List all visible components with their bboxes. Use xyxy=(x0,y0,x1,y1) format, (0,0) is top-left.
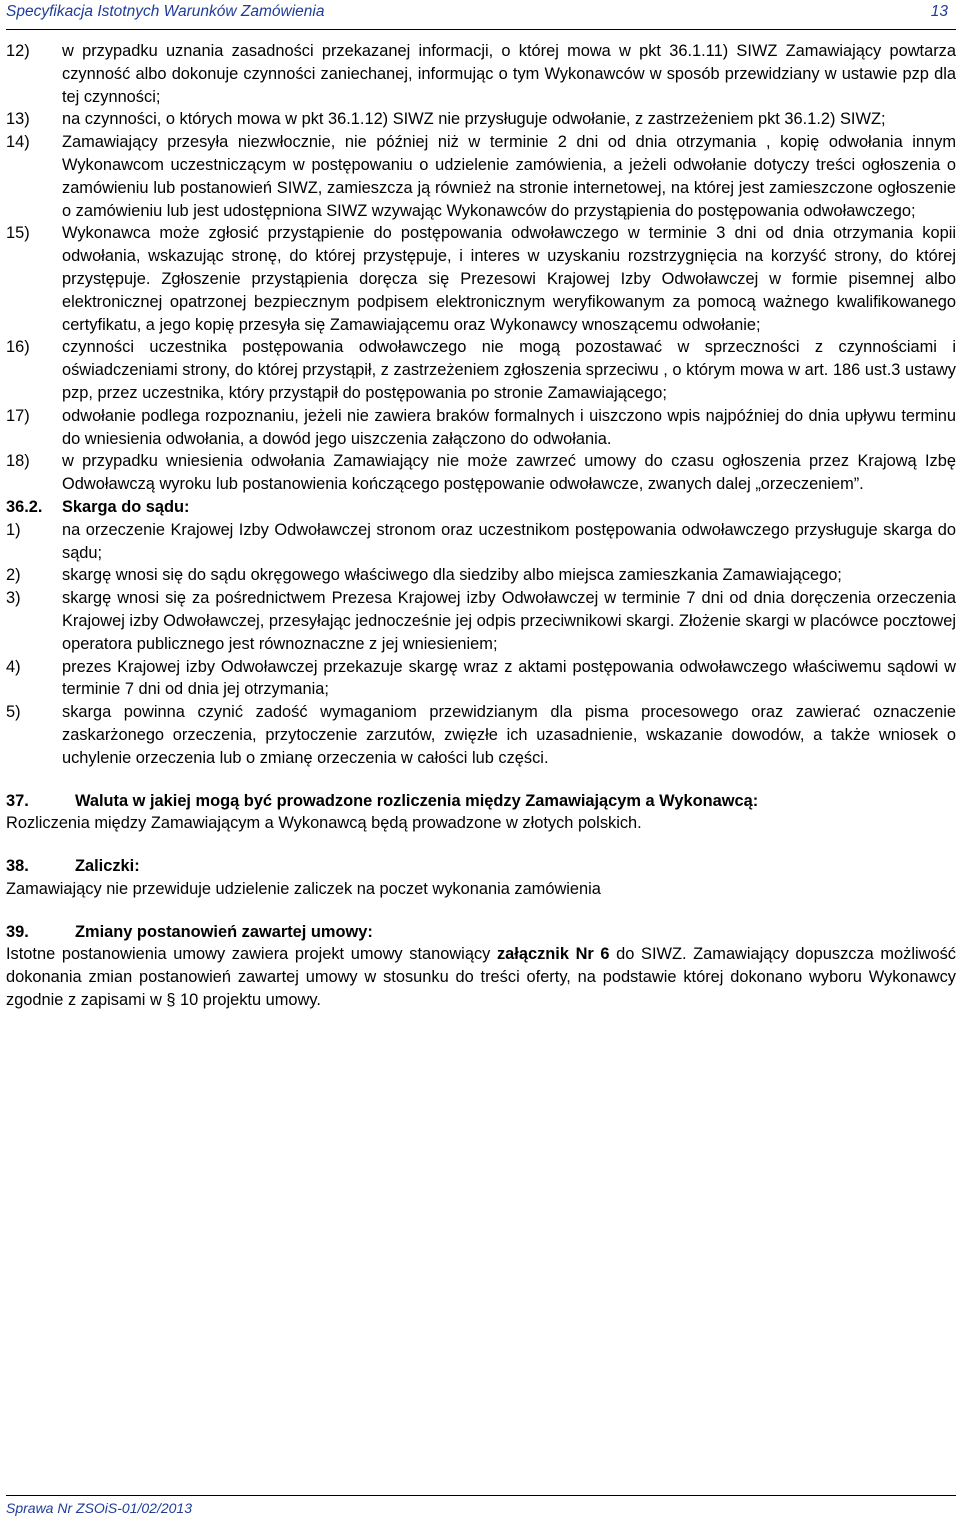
subsection-number: 36.2. xyxy=(6,497,43,516)
section-39-attachment-ref: załącznik Nr 6 xyxy=(496,945,610,964)
section-39-number: 39. xyxy=(6,922,29,941)
list-item xyxy=(6,336,956,404)
list-item-text: odwołanie podlega rozpoznaniu, jeżeli nie zawiera braków formalnych i uiszczono wpis najpóźniej do dnia upływu terminu do wniesienia odwołania, a dowód jego uiszczenia załączono do odwołania. xyxy=(62,406,956,448)
section-37-heading xyxy=(6,790,956,813)
list-36-2 xyxy=(6,519,956,770)
list-item xyxy=(6,587,956,655)
list-item-number: 17) xyxy=(6,406,30,425)
list-36-1-continued xyxy=(6,40,956,496)
list-item-text: w przypadku uznania zasadności przekazanej informacji, o której mowa w pkt 36.1.11) SIWZ Zamawiający powtarza czynność albo dokonuje czynności zaniechanej, informując o tym Wykonawców w sposób przewidziany w ustawie pzp dla tej czynności; xyxy=(62,42,956,106)
list-item-number: 18) xyxy=(6,452,30,471)
list-item-number: 4) xyxy=(6,657,21,676)
section-38-number: 38. xyxy=(6,857,29,876)
list-item-number: 1) xyxy=(6,520,21,539)
list-item xyxy=(6,701,956,769)
section-38-text: Zamawiający nie przewiduje udzielenie zaliczek na poczet wykonania zamówienia xyxy=(6,879,601,898)
list-item xyxy=(6,656,956,702)
list-item xyxy=(6,40,956,108)
list-item-number: 13) xyxy=(6,110,30,129)
section-37-title: Waluta w jakiej mogą być prowadzone rozliczenia między Zamawiającym a Wykonawcą: xyxy=(75,791,759,810)
list-item-text: czynności uczestnika postępowania odwoławczego nie mogą pozostawać w sprzeczności z czynnościami i oświadczeniami strony, do której przystąpił, z zastrzeżeniem zgłoszenia sprzeciwu , o którym mowa w art. 186 ust.3 ustawy pzp, przez uczestnika, który przystąpił do postępowania po stronie Zamawiającego; xyxy=(62,338,956,402)
list-item-text: skarga powinna czynić zadość wymaganiom przewidzianym dla pisma procesowego oraz zawierać oznaczenie zaskarżonego orzeczenia, przytoczenie zarzutów, zwięzłe ich uzasadnienie, wskazanie dowodów, a także wniosek o uchylenie orzeczenia lub o zmianę orzeczenia w całości lub części. xyxy=(62,703,956,767)
page-footer xyxy=(6,1495,956,1516)
list-item-text: na orzeczenie Krajowej Izby Odwoławczej stronom oraz uczestnikom postępowania odwoławczego przysługuje skarga do sądu; xyxy=(62,520,956,562)
list-item xyxy=(6,222,956,336)
list-item xyxy=(6,131,956,222)
list-item-text: skargę wnosi się do sądu okręgowego właściwego dla siedziby albo miejsca zamieszkania Zamawiającego; xyxy=(62,566,842,585)
section-38-heading xyxy=(6,855,956,878)
case-number: Sprawa Nr ZSOiS-01/02/2013 xyxy=(6,1500,192,1516)
section-39-text xyxy=(6,943,956,1011)
list-item-number: 5) xyxy=(6,703,21,722)
list-item xyxy=(6,519,956,565)
list-item-number: 3) xyxy=(6,589,21,608)
list-item xyxy=(6,108,956,131)
list-item-text: skargę wnosi się za pośrednictwem Prezesa Krajowej izby Odwoławczej w terminie 7 dni od dnia doręczenia orzeczenia Krajowej izby Odwoławczej, przesyłając jednocześnie jej odpis przeciwnikowi skargi. Złożenie skargi w placówce pocztowej operatora publicznego jest równoznaczne z jej wniesieniem; xyxy=(62,589,956,653)
list-item-text: Wykonawca może zgłosić przystąpienie do postępowania odwoławczego w terminie 3 dni od dnia otrzymania kopii odwołania, wskazując stronę, do której przystępuje, i interes w uzyskaniu rozstrzygnięcia na korzyść strony, do której przystępuje. Zgłoszenie przystąpienia doręcza się Prezesowi Krajowej Izby Odwoławczej w formie pisemnej albo elektronicznej opatrzonej bezpiecznym podpisem elektronicznym weryfikowanym za pomocą ważnego kwalifikowanego certyfikatu, a jego kopię przesyła się Zamawiającemu oraz Wykonawcy wnoszącemu odwołanie; xyxy=(62,224,956,334)
document-title: Specyfikacja Istotnych Warunków Zamówienia xyxy=(6,3,325,20)
list-item xyxy=(6,450,956,496)
list-item-number: 14) xyxy=(6,133,30,152)
list-item xyxy=(6,405,956,451)
list-item-text: prezes Krajowej izby Odwoławczej przekazuje skargę wraz z aktami postępowania odwoławczego właściwemu sądowi w terminie 7 dni od dnia jej otrzymania; xyxy=(62,657,956,699)
list-item-text: Zamawiający przesyła niezwłocznie, nie później niż w terminie 2 dni od dnia otrzymania , kopię odwołania innym Wykonawcom uczestniczącym w postępowaniu o udzielenie zamówienia, a jeżeli odwołanie dotyczy treści ogłoszenia o zamówieniu lub postanowień SIWZ, zamieszcza ją również na stronie internetowej, na której jest zamieszczone ogłoszenie o zamówieniu lub jest udostępniona SIWZ wzywając Wykonawców do przystąpienia do postępowania odwoławczego; xyxy=(62,133,956,220)
section-39-title: Zmiany postanowień zawartej umowy: xyxy=(75,922,373,941)
section-39-text-a: Istotne postanowienia umowy zawiera projekt umowy stanowiący xyxy=(6,945,497,964)
section-37-text: Rozliczenia między Zamawiającym a Wykonawcą będą prowadzone w złotych polskich. xyxy=(6,814,642,833)
page-header xyxy=(6,0,956,30)
subsection-heading xyxy=(6,496,956,519)
list-item-number: 15) xyxy=(6,224,30,243)
list-item-number: 12) xyxy=(6,42,30,60)
section-38-title: Zaliczki: xyxy=(75,857,140,876)
list-item-number: 16) xyxy=(6,338,30,357)
list-item-text: na czynności, o których mowa w pkt 36.1.12) SIWZ nie przysługuje odwołanie, z zastrzeżeniem pkt 36.1.2) SIWZ; xyxy=(62,110,886,129)
list-item-text: w przypadku wniesienia odwołania Zamawiający nie może zawrzeć umowy do czasu ogłoszenia przez Krajową Izbę Odwoławczą wyroku lub postanowienia kończącego postępowanie odwoławcze, zwanych dalej „orzeczeniem”. xyxy=(62,452,956,494)
section-39-text-b: do SIWZ. Zamawiający dopuszcza możliwość dokonania zmian postanowień zawartej umowy w stosunku do treści oferty, na podstawie której dokonano wyboru Wykonawcy zgodnie z zapisami w § 10 projektu umowy. xyxy=(6,945,956,1010)
section-37-number: 37. xyxy=(6,791,29,810)
page-number: 13 xyxy=(930,3,948,20)
section-39-heading xyxy=(6,921,956,944)
document-body xyxy=(6,40,956,1012)
list-item xyxy=(6,564,956,587)
list-item-number: 2) xyxy=(6,566,21,585)
subsection-title: Skarga do sądu: xyxy=(62,497,190,516)
